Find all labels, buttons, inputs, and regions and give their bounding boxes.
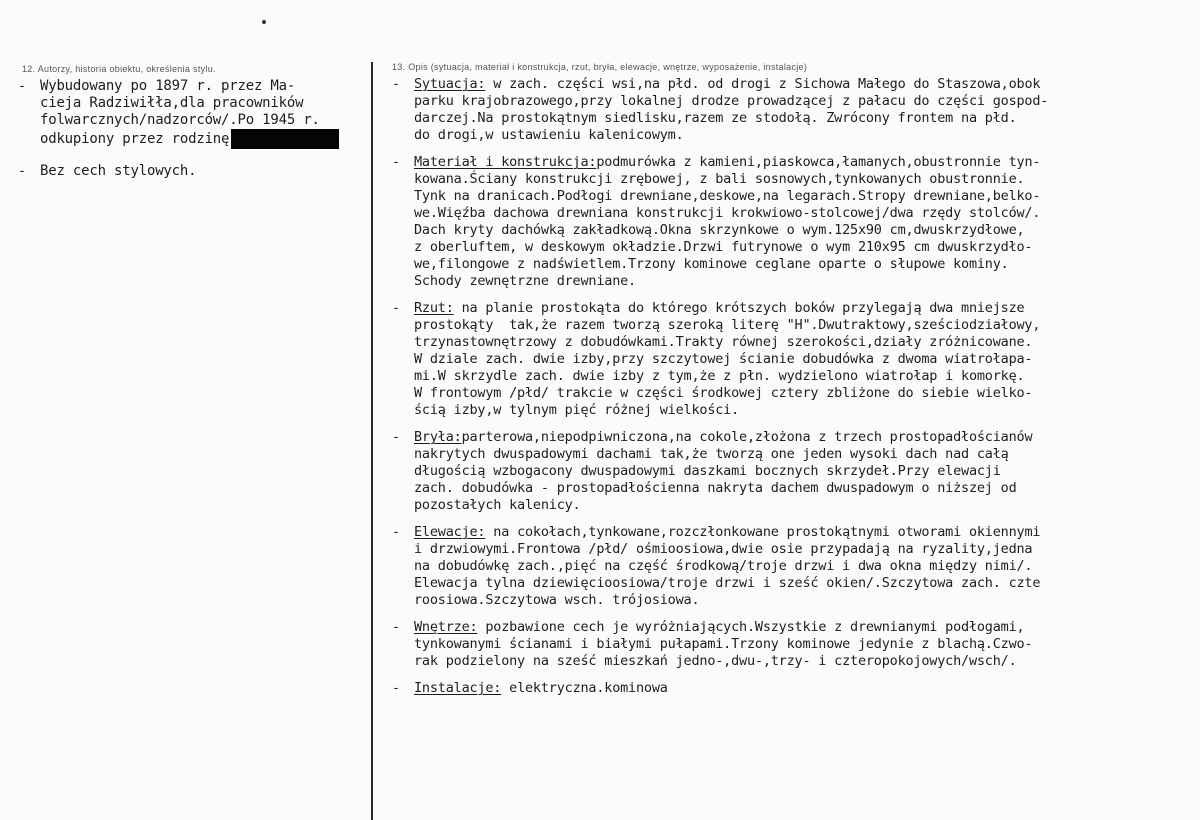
- bullet-dash: -: [392, 429, 401, 445]
- bullet-dash: -: [18, 78, 27, 94]
- text-line: prostokąty tak,że razem tworzą szeroką literę "H".Dwutraktowy,sześciodziałowy,: [414, 317, 1041, 333]
- text-line: odkupiony przez rodzinę: [40, 131, 230, 147]
- text-line: folwarcznych/nadzorców/.Po 1945 r.: [40, 112, 320, 128]
- elewacje-entry: [392, 524, 1192, 609]
- text-line: podmurówka z kamieni,piaskowca,łamanych,obustronnie tyn-: [596, 154, 1041, 170]
- text-line: ścią izby,w tylnym pięć różnej wielkości.: [414, 402, 740, 418]
- text-line: zach. dobudówka - prostopadłościenna nakryta dachem dwuspadowym o niższej od: [414, 480, 1017, 496]
- sytuacja-heading: Sytuacja:: [414, 76, 486, 92]
- text-line: z oberluftem, w deskowym okładzie.Drzwi futrynowe o wym 210x95 cm dwuskrzydło-: [414, 239, 1033, 255]
- history-entry: [18, 78, 368, 149]
- text-line: i drzwiowymi.Frontowa /płd/ ośmioosiowa,dwie osie przypadają na ryzality,jedna: [414, 541, 1033, 557]
- instalacje-entry: [392, 680, 1192, 697]
- section-13-header: 13. Opis (sytuacja, materiał i konstrukcja, rzut, bryła, elewacje, wnętrze, wyposażenie, instalacje): [392, 62, 808, 72]
- text-line: roosiowa.Szczytowa wsch. trójosiowa.: [414, 592, 700, 608]
- text-line: rak podzielony na sześć mieszkań jedno-,dwu-,trzy- i czteropokojowych/wsch/.: [414, 653, 1017, 669]
- material-heading: Materiał i konstrukcja:: [414, 154, 597, 170]
- text-line: Wybudowany po 1897 r. przez Ma-: [40, 78, 296, 94]
- text-line: mi.W skrzydle zach. dwie izby z tym,że z płn. wydzielono wiatrołap i komorkę.: [414, 368, 1025, 384]
- text-line: parterowa,niepodpiwniczona,na cokole,złożona z trzech prostopadłościanów: [461, 429, 1033, 445]
- wnetrze-entry: [392, 619, 1192, 670]
- section-12-header: 12. Autorzy, historia obiektu, określenia stylu.: [22, 64, 216, 74]
- text-line: cieja Radziwiłła,dla pracowników: [40, 95, 304, 111]
- section-13: [392, 62, 1192, 697]
- text-line: W frontowym /płd/ trakcie w części środkowej cztery zbliżone do siebie wielko-: [414, 385, 1033, 401]
- text-line: pozbawione cech je wyróżniających.Wszystkie z drewnianymi podłogami,: [477, 619, 1025, 635]
- text-line: W dziale zach. dwie izby,przy szczytowej ścianie dobudówka z dwoma wiatrołapa-: [414, 351, 1033, 367]
- text-line: Schody zewnętrzne drewniane.: [414, 273, 636, 289]
- text-line: Bez cech stylowych.: [40, 163, 197, 179]
- bullet-dash: -: [392, 619, 401, 635]
- text-line: we,filongowe z nadświetlem.Trzony kominowe ceglane oparte o słupowe kominy.: [414, 256, 1009, 272]
- elewacje-heading: Elewacje:: [414, 524, 486, 540]
- wnetrze-heading: Wnętrze:: [414, 619, 478, 635]
- wnetrze-text: [414, 619, 1032, 670]
- material-text: [414, 154, 1040, 290]
- text-line: na cokołach,tynkowane,rozczłonkowane prostokątnymi otworami okiennymi: [485, 524, 1041, 540]
- bullet-dash: -: [392, 76, 401, 92]
- text-line: tynkowanymi ścianami i białymi pułapami.Trzony kominowe jedynie z blachą.Czwo-: [414, 636, 1033, 652]
- text-line: elektryczna.kominowa: [501, 680, 668, 696]
- elewacje-text: [414, 524, 1040, 609]
- text-line: parku krajobrazowego,przy lokalnej drodze prowadzącej z pałacu do części gospod-: [414, 93, 1049, 109]
- text-line: na planie prostokąta do którego krótszych boków przylegają dwa mniejsze: [453, 300, 1025, 316]
- bryla-heading: Bryła:: [414, 429, 462, 445]
- text-line: Elewacja tylna dziewięcioosiowa/troje drzwi i sześć okien/.Szczytowa zach. czte: [414, 575, 1041, 591]
- text-line: na dobudówkę zach.,pięć na część środkową/troje drzwi i dwa okna między nimi/.: [414, 558, 1033, 574]
- bullet-dash: -: [392, 524, 401, 540]
- instalacje-text: [414, 680, 668, 697]
- bullet-dash: -: [392, 300, 401, 316]
- sytuacja-text: [414, 76, 1048, 144]
- bullet-dash: -: [392, 154, 401, 170]
- text-line: w zach. części wsi,na płd. od drogi z Sichowa Małego do Staszowa,obok: [485, 76, 1041, 92]
- text-line: kowana.Ściany konstrukcji zrębowej, z bali sosnowych,tynkowanych obustronnie.: [414, 171, 1025, 187]
- bullet-dash: -: [392, 680, 401, 696]
- material-entry: [392, 154, 1192, 290]
- text-line: we.Więźba dachowa drewniana konstrukcji krokwiowo-stolcowej/dwa rzędy stolców/.: [414, 205, 1041, 221]
- bryla-text: [414, 429, 1032, 514]
- text-line: pozostałych kalenicy.: [414, 497, 581, 513]
- text-line: Dach kryty dachówką zakładkową.Okna skrzynkowe o wym.125x90 cm,dwuskrzydłowe,: [414, 222, 1025, 238]
- text-line: do drogi,w ustawieniu kalenicowym.: [414, 127, 684, 143]
- style-text: [40, 163, 196, 180]
- bryla-entry: [392, 429, 1192, 514]
- rzut-heading: Rzut:: [414, 300, 454, 316]
- history-text: [40, 78, 339, 149]
- column-divider: [371, 62, 373, 820]
- section-12: [18, 64, 368, 180]
- text-line: darczej.Na prostokątnym siedlisku,razem ze stodołą. Zwrócony frontem na płd.: [414, 110, 1017, 126]
- style-entry: [18, 163, 368, 180]
- redaction-block: [231, 129, 339, 149]
- sytuacja-entry: [392, 76, 1192, 144]
- rzut-text: [414, 300, 1040, 419]
- text-line: nakrytych dwuspadowymi dachami tak,że tworzą one jeden wysoki dach nad całą: [414, 446, 1009, 462]
- text-line: długością wzbogacony dwuspadowymi daszkami bocznych skrzydeł.Przy elewacji: [414, 463, 1001, 479]
- paper-speck: [262, 20, 266, 24]
- text-line: trzynastownętrzowy z dobudówkami.Trakty równej szerokości,działy zróżnicowane.: [414, 334, 1033, 350]
- text-line: Tynk na dranicach.Podłogi drewniane,deskowe,na legarach.Stropy drewniane,belko-: [414, 188, 1041, 204]
- rzut-entry: [392, 300, 1192, 419]
- bullet-dash: -: [18, 163, 27, 179]
- instalacje-heading: Instalacje:: [414, 680, 502, 696]
